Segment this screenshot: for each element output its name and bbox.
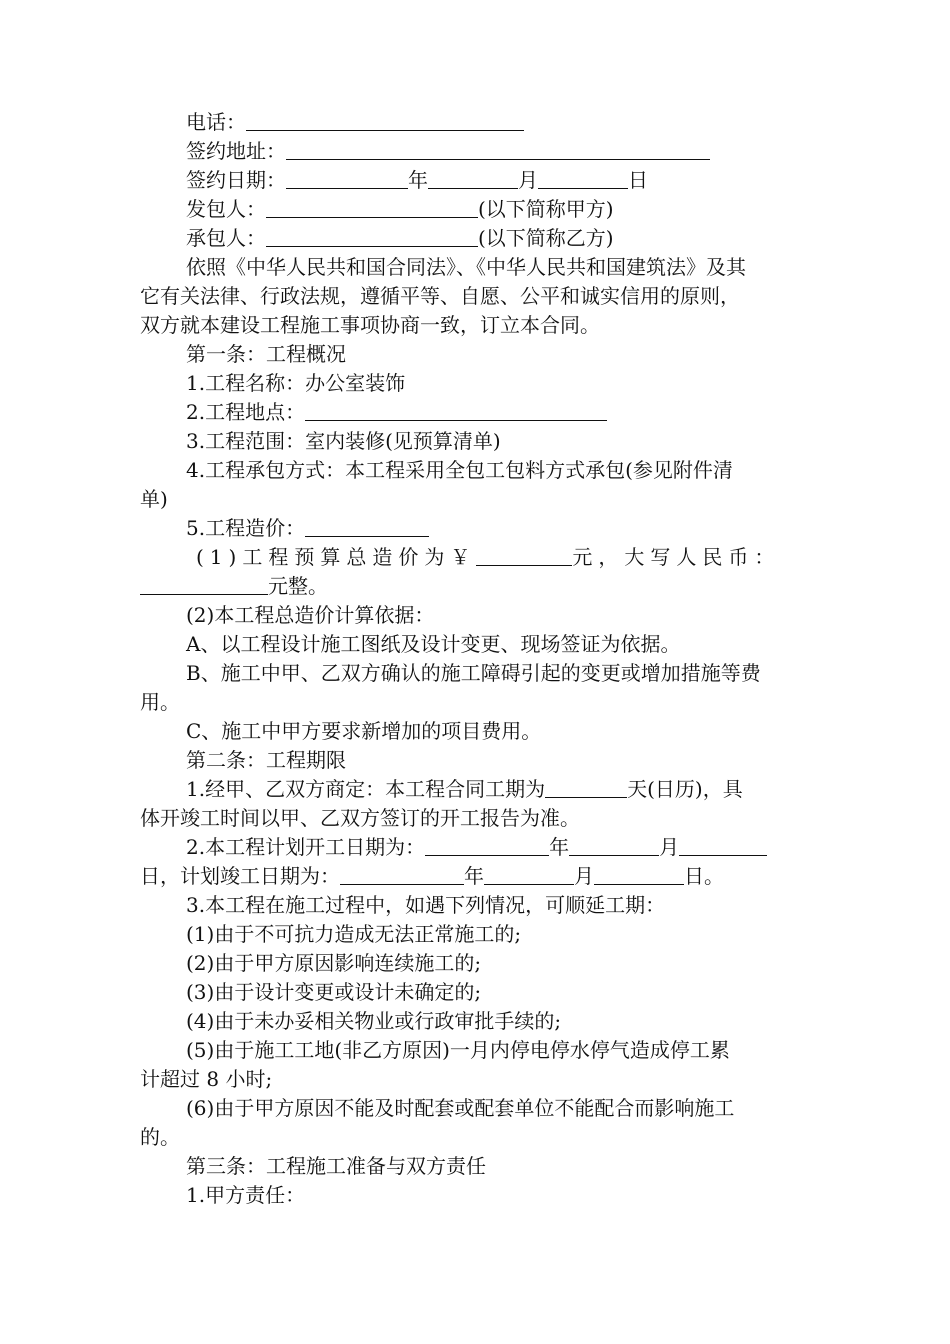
- end-year-blank[interactable]: [340, 862, 464, 885]
- extension-case-6-line2: 的。: [140, 1125, 180, 1149]
- cost-basis-b-line1: B、施工中甲、乙双方确认的施工障碍引起的变更或增加措施等费: [186, 661, 761, 685]
- budget-total-label: (1)工程预算总造价为￥: [196, 545, 477, 569]
- day-text: 日: [628, 168, 648, 192]
- end-day-text: 日。: [684, 864, 724, 888]
- end-year-text: 年: [464, 864, 484, 888]
- project-location-label: 2.工程地点：: [186, 400, 306, 424]
- extension-case-2: (2)由于甲方原因影响连续施工的;: [186, 951, 482, 975]
- article1-item4-line1: 4.工程承包方式：本工程采用全包工包料方式承包(参见附件清: [186, 458, 733, 482]
- party-a-label: 发包人：: [186, 197, 266, 221]
- extension-case-3: (3)由于设计变更或设计未确定的;: [186, 980, 482, 1004]
- article1-title: 第一条：工程概况: [186, 342, 346, 366]
- article1-item1: 1.工程名称：办公室装饰: [186, 371, 406, 395]
- article1-item3: 3.工程范围：室内装修(见预算清单): [186, 429, 501, 453]
- article1-item2: [140, 398, 812, 427]
- cost-basis-b-line2: 用。: [140, 690, 180, 714]
- extension-case-5-line2: 计超过 8 小时;: [140, 1067, 273, 1091]
- article3-item1: 1.甲方责任：: [186, 1183, 306, 1207]
- project-cost-label: 5.工程造价：: [186, 516, 306, 540]
- cost-basis-a: A、以工程设计施工图纸及设计变更、现场签证为依据。: [186, 632, 681, 656]
- contract-page: [140, 108, 812, 1210]
- project-cost-blank[interactable]: [305, 514, 429, 537]
- party-a-blank[interactable]: [266, 195, 478, 218]
- extension-case-5-line1: (5)由于施工工地(非乙方原因)一月内停电停水停气造成停工累: [186, 1038, 730, 1062]
- article1-item4-line2: 单): [140, 487, 168, 511]
- party-b-label: 承包人：: [186, 226, 266, 250]
- extension-case-6-line1: (6)由于甲方原因不能及时配套或配套单位不能配合而影响施工: [186, 1096, 735, 1120]
- end-date-label: 日，计划竣工日期为：: [140, 864, 340, 888]
- cost-basis-title: (2)本工程总造价计算依据：: [186, 603, 435, 627]
- start-month-blank[interactable]: [569, 833, 659, 856]
- start-year-text: 年: [549, 835, 570, 859]
- budget-capital-label: 元，大写人民币：: [572, 545, 781, 569]
- start-month-text: 月: [659, 835, 680, 859]
- article2-item3: 3.本工程在施工过程中，如遇下列情况，可顺延工期：: [186, 893, 666, 917]
- sign-date-label: 签约日期：: [186, 168, 286, 192]
- start-date-label: 2.本工程计划开工日期为：: [186, 835, 426, 859]
- budget-amount-blank[interactable]: [476, 543, 572, 566]
- sign-address-blank[interactable]: [286, 137, 710, 160]
- sign-year-blank[interactable]: [286, 166, 408, 189]
- sign-day-blank[interactable]: [538, 166, 628, 189]
- preamble-line-1: 依照《中华人民共和国合同法》、《中华人民共和国建筑法》及其: [186, 255, 746, 279]
- sign-date-line: [140, 166, 812, 195]
- phone-label: 电话：: [186, 110, 246, 134]
- party-b-blank[interactable]: [266, 224, 478, 247]
- phone-line: [140, 108, 812, 137]
- project-location-blank[interactable]: [305, 398, 607, 421]
- start-day-blank[interactable]: [679, 833, 767, 856]
- article2-item1-line2: 体开竣工时间以甲、乙双方签订的开工报告为准。: [140, 806, 580, 830]
- cost-basis-c: C、施工中甲方要求新增加的项目费用。: [186, 719, 542, 743]
- end-month-text: 月: [574, 864, 594, 888]
- duration-label: 1.经甲、乙双方商定：本工程合同工期为: [186, 777, 546, 801]
- article2-title: 第二条：工程期限: [186, 748, 346, 772]
- party-a-note: (以下简称甲方): [478, 197, 614, 221]
- duration-days-blank[interactable]: [545, 775, 627, 798]
- end-month-blank[interactable]: [484, 862, 574, 885]
- article3-title: 第三条：工程施工准备与双方责任: [186, 1154, 486, 1178]
- sign-address-line: [140, 137, 812, 166]
- extension-case-1: (1)由于不可抗力造成无法正常施工的;: [186, 922, 522, 946]
- article1-item5: [140, 514, 812, 543]
- preamble-line-3: 双方就本建设工程施工事项协商一致，订立本合同。: [140, 313, 600, 337]
- budget-yuan-text: 元整。: [268, 574, 328, 598]
- budget-total-line: [140, 543, 812, 572]
- party-b-note: (以下简称乙方): [478, 226, 614, 250]
- end-day-blank[interactable]: [594, 862, 684, 885]
- phone-blank[interactable]: [246, 108, 524, 131]
- month-text: 月: [518, 168, 538, 192]
- article2-item1-line1: [140, 775, 812, 804]
- article2-item2-line2: [140, 862, 812, 891]
- party-b-line: [140, 224, 812, 253]
- party-a-line: [140, 195, 812, 224]
- budget-capital-blank[interactable]: [140, 572, 268, 595]
- article2-item2-line1: [140, 833, 812, 862]
- sign-address-label: 签约地址：: [186, 139, 286, 163]
- start-year-blank[interactable]: [425, 833, 549, 856]
- duration-suffix: 天(日历)，具: [627, 777, 743, 801]
- preamble-line-2: 它有关法律、行政法规，遵循平等、自愿、公平和诚实信用的原则，: [140, 284, 740, 308]
- sign-month-blank[interactable]: [428, 166, 518, 189]
- year-text: 年: [408, 168, 428, 192]
- extension-case-4: (4)由于未办妥相关物业或行政审批手续的;: [186, 1009, 562, 1033]
- budget-capital-line: [140, 572, 812, 601]
